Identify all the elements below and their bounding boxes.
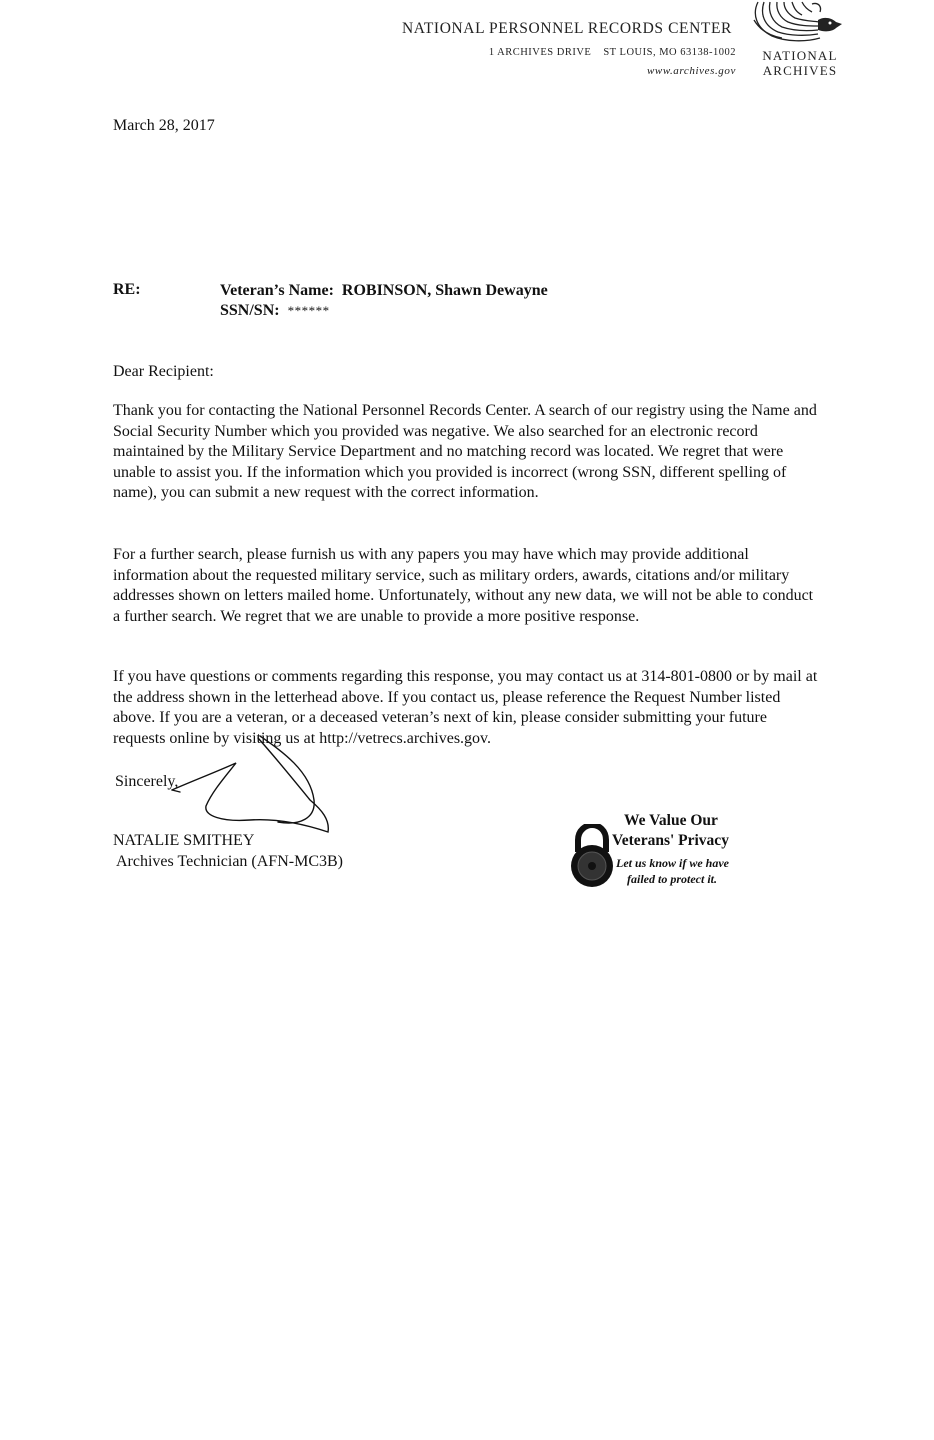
privacy-heading-1: We Value Our: [624, 812, 718, 829]
signer-name: NATALIE SMITHEY: [113, 832, 255, 849]
salutation: Dear Recipient:: [113, 363, 214, 380]
body-paragraph-1: Thank you for contacting the National Personnel Records Center. A search of our registry using the Name and Social Security Number which you provided was negative. We also searched for an electronic record maintained by the Military Service Department and no matching record was located. We regret that were unable to assist you. If the information which you provided is incorrect (wrong SSN, different spelling of name), you can submit a new request with the correct information.: [113, 402, 817, 502]
address-street: 1 ARCHIVES DRIVE: [488, 47, 592, 58]
ssn-line: [220, 301, 548, 321]
privacy-subtext-2: failed to protect it.: [627, 872, 717, 886]
veteran-name-value: ROBINSON, Shawn Dewayne: [341, 282, 548, 299]
letterhead-title: NATIONAL PERSONNEL RECORDS CENTER: [402, 20, 732, 37]
privacy-heading-2: Veterans' Privacy: [612, 832, 729, 849]
privacy-subtext-1: Let us know if we have: [616, 856, 729, 870]
letter-date: March 28, 2017: [113, 117, 215, 134]
ssn-label: SSN/SN:: [220, 302, 280, 319]
ssn-value: ******: [287, 303, 330, 318]
letterhead-address: [489, 47, 736, 58]
handwritten-signature: [160, 730, 350, 840]
national-archives-wordmark: NATIONAL ARCHIVES: [762, 48, 838, 78]
veteran-name-label: Veteran’s Name:: [220, 282, 334, 299]
padlock-icon: [566, 824, 616, 888]
letterhead-website: www.archives.gov: [646, 65, 736, 77]
re-label: RE:: [113, 281, 141, 298]
re-block: [220, 281, 548, 321]
body-paragraph-3: If you have questions or comments regarding this response, you may contact us at 314-801-0800 or by mail at the address shown in the letterhead above. If you contact us, please reference the Request Number listed above. If you are a veteran, or a deceased veteran’s next of kin, please consider submitting your future requests online by visiting us at http://vetrecs.archives.gov.: [113, 668, 818, 747]
signer-title: Archives Technician (AFN-MC3B): [116, 853, 343, 870]
veteran-name-line: [220, 281, 548, 301]
address-city: ST LOUIS, MO 63138-1002: [603, 47, 736, 58]
body-paragraph-2: For a further search, please furnish us with any papers you may have which may provide additional information about the requested military service, such as military orders, awards, citations and/or military addresses shown on letters mailed home. Unfortunately, without any new data, we will not be able to conduct a further search. We regret that we are unable to provide a more positive response.: [113, 546, 814, 625]
closing: Sincerely,: [115, 773, 179, 790]
